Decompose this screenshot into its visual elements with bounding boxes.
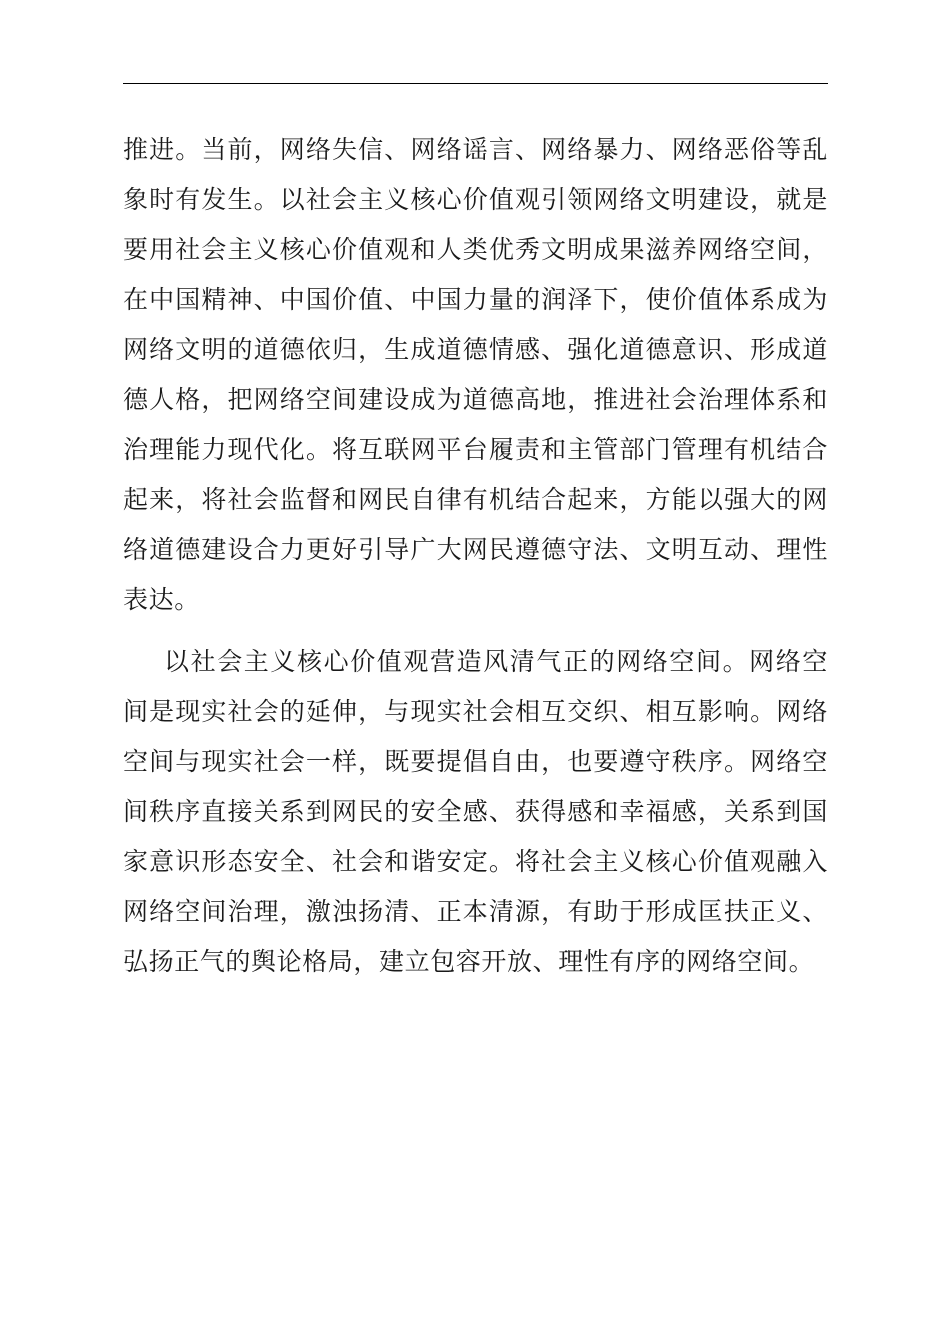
body-text <box>123 125 828 987</box>
header-rule <box>123 83 828 84</box>
paragraph-continued: 推进。当前，网络失信、网络谣言、网络暴力、网络恶俗等乱象时有发生。以社会主义核心价值观引领网络文明建设，就是要用社会主义核心价值观和人类优秀文明成果滋养网络空间，在中国精神、中国价值、中国力量的润泽下，使价值体系成为网络文明的道德依归，生成道德情感、强化道德意识、形成道德人格，把网络空间建设成为道德高地，推进社会治理体系和治理能力现代化。将互联网平台履责和主管部门管理有机结合起来，将社会监督和网民自律有机结合起来，方能以强大的网络道德建设合力更好引导广大网民遵德守法、文明互动、理性表达。 <box>123 135 828 614</box>
paragraph-cyberspace-order: 以社会主义核心价值观营造风清气正的网络空间。网络空间是现实社会的延伸，与现实社会相互交织、相互影响。网络空间与现实社会一样，既要提倡自由，也要遵守秩序。网络空间秩序直接关系到网民的安全感、获得感和幸福感，关系到国家意识形态安全、社会和谐安定。将社会主义核心价值观融入网络空间治理，激浊扬清、正本清源，有助于形成匡扶正义、弘扬正气的舆论格局，建立包容开放、理性有序的网络空间。 <box>123 647 828 976</box>
